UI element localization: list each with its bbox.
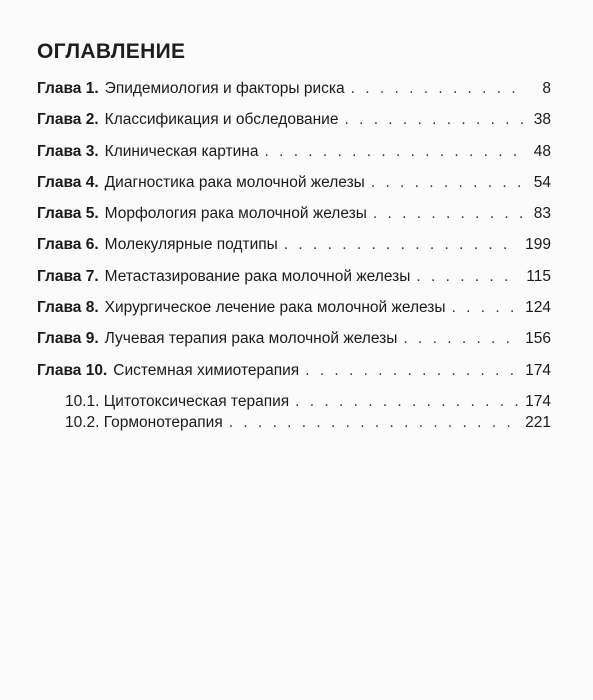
chapter-title: Системная химиотерапия xyxy=(113,361,300,379)
chapter-title: Молекулярные подтипы xyxy=(104,236,278,254)
chapter-label: Глава 8. xyxy=(37,299,99,317)
chapter-title: Метастазирование рака молочной железы xyxy=(104,267,411,285)
chapter-page-number: 174 xyxy=(525,361,551,379)
chapter-label: Глава 4. xyxy=(37,173,99,191)
toc-entry-subsection-10-1[interactable] xyxy=(37,393,551,414)
toc-entry-chapter-5[interactable] xyxy=(37,205,551,236)
toc-entry-subsection-10-2[interactable] xyxy=(37,414,551,435)
dot-leader xyxy=(229,414,519,432)
subsection-title: 10.2. Гормонотерапия xyxy=(65,413,223,431)
subsection-page-number: 221 xyxy=(525,413,551,431)
chapter-page-number: 54 xyxy=(533,173,551,191)
chapter-label: Глава 9. xyxy=(37,330,99,348)
chapter-page-number: 48 xyxy=(533,142,551,160)
chapter-page-number: 156 xyxy=(525,330,551,348)
dot-leader xyxy=(264,143,527,161)
dot-leader xyxy=(416,268,520,286)
chapter-label: Глава 2. xyxy=(37,111,99,129)
chapter-label: Глава 7. xyxy=(37,267,99,285)
subsection-page-number: 174 xyxy=(525,392,551,410)
chapter-title: Хирургическое лечение рака молочной железы xyxy=(104,299,446,317)
chapter-page-number: 124 xyxy=(525,299,551,317)
subsection-title: 10.1. Цитотоксическая терапия xyxy=(65,392,290,410)
chapter-title: Лучевая терапия рака молочной железы xyxy=(104,330,398,348)
chapter-title: Морфология рака молочной железы xyxy=(104,205,367,223)
chapter-label: Глава 6. xyxy=(37,236,99,254)
dot-leader xyxy=(284,236,519,254)
toc-heading: ОГЛАВЛЕНИЕ xyxy=(37,40,186,63)
chapter-label: Глава 3. xyxy=(37,142,99,160)
dot-leader xyxy=(373,205,527,223)
chapter-label: Глава 1. xyxy=(37,80,99,97)
chapter-label: Глава 10. xyxy=(37,361,108,379)
dot-leader xyxy=(452,299,520,317)
toc-entry-chapter-6[interactable] xyxy=(37,236,551,267)
chapter-page-number: 38 xyxy=(533,111,551,129)
toc-entry-chapter-2[interactable] xyxy=(37,111,551,142)
chapter-title: Диагностика рака молочной железы xyxy=(104,173,365,191)
chapter-label: Глава 5. xyxy=(37,205,99,223)
toc-entry-chapter-3[interactable] xyxy=(37,143,551,174)
dot-leader xyxy=(371,174,527,192)
toc-entry-chapter-10[interactable] xyxy=(37,362,551,393)
chapter-title: Эпидемиология и факторы риска xyxy=(104,80,345,97)
dot-leader xyxy=(403,330,519,348)
chapter-page-number: 199 xyxy=(525,236,551,254)
chapter-page-number: 8 xyxy=(542,80,551,97)
dot-leader xyxy=(295,393,519,411)
chapter-page-number: 83 xyxy=(533,205,551,223)
toc-entry-chapter-4[interactable] xyxy=(37,174,551,205)
toc-entry-chapter-8[interactable] xyxy=(37,299,551,330)
toc-entry-chapter-7[interactable] xyxy=(37,268,551,299)
toc-entry-chapter-9[interactable] xyxy=(37,330,551,361)
chapter-title: Клиническая картина xyxy=(104,142,259,160)
dot-leader xyxy=(344,111,527,129)
chapter-title: Классификация и обследование xyxy=(104,111,339,129)
toc-entry-chapter-1[interactable] xyxy=(37,80,551,111)
table-of-contents xyxy=(37,80,551,435)
chapter-page-number: 115 xyxy=(526,267,551,285)
dot-leader xyxy=(351,80,527,98)
dot-leader xyxy=(305,362,519,380)
